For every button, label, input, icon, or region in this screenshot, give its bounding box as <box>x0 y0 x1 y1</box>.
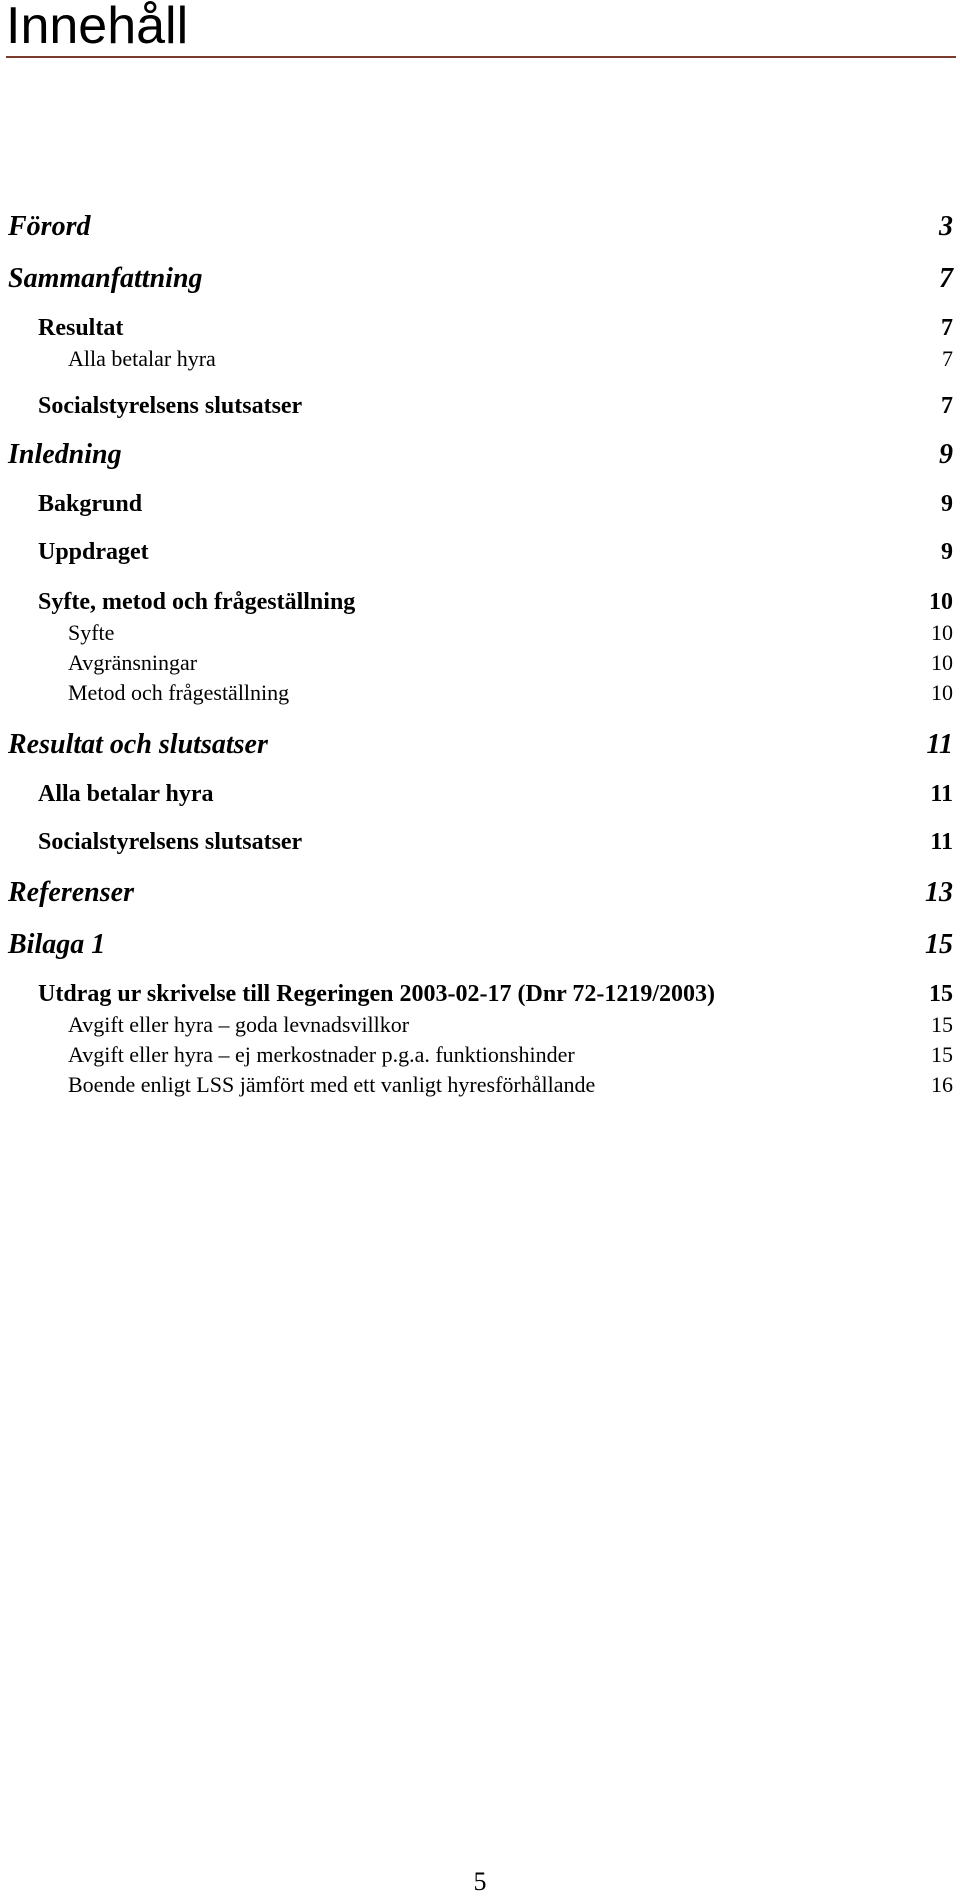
toc-entry-label: Boende enligt LSS jämfört med ett vanligt hyresförhållande <box>68 1072 596 1097</box>
toc-entry-label: Förord <box>8 211 91 242</box>
toc-entry[interactable] <box>68 680 953 706</box>
toc-entry-label: Sammanfattning <box>8 263 203 294</box>
toc-entry[interactable] <box>68 1072 953 1098</box>
toc-entry-label: Bilaga 1 <box>8 929 106 960</box>
toc-entry-page: 9 <box>941 539 953 565</box>
toc-entry-page: 10 <box>931 650 953 675</box>
toc-entry-page: 16 <box>931 1072 953 1097</box>
toc-entry[interactable] <box>68 620 953 646</box>
toc-entry[interactable] <box>38 780 953 808</box>
toc-entry-page: 10 <box>931 620 953 645</box>
toc-entry-page: 9 <box>939 439 953 470</box>
toc-entry-label: Avgift eller hyra – goda levnadsvillkor <box>68 1012 410 1037</box>
toc-entry-label: Syfte <box>68 620 115 645</box>
toc-entry[interactable] <box>38 314 953 342</box>
toc-entry-label: Socialstyrelsens slutsatser <box>38 829 303 855</box>
toc-entry[interactable] <box>68 346 953 372</box>
toc-entry[interactable] <box>8 878 953 908</box>
toc-entry-page: 7 <box>942 346 953 371</box>
toc-entry-label: Inledning <box>8 439 122 470</box>
toc-entry-page: 7 <box>939 263 953 294</box>
toc-entry-label: Metod och frågeställning <box>68 680 290 705</box>
toc-entry-page: 15 <box>925 929 953 960</box>
toc-entry-page: 11 <box>926 729 953 760</box>
toc-entry-label: Socialstyrelsens slutsatser <box>38 393 303 419</box>
toc-entry-label: Bakgrund <box>38 491 143 517</box>
toc-entry-label: Alla betalar hyra <box>68 346 216 371</box>
toc-entry-label: Utdrag ur skrivelse till Regeringen 2003-02-17 (Dnr 72-1219/2003) <box>38 981 716 1007</box>
toc-entry-page: 13 <box>925 877 953 908</box>
toc-entry-page: 15 <box>931 1042 953 1067</box>
toc-entry[interactable] <box>38 392 953 420</box>
toc-entry[interactable] <box>8 440 953 470</box>
toc-entry[interactable] <box>8 264 953 294</box>
toc-entry[interactable] <box>38 490 953 518</box>
toc-entry-page: 7 <box>941 393 953 419</box>
toc-entry-label: Alla betalar hyra <box>38 781 214 807</box>
toc-entry[interactable] <box>38 588 953 616</box>
toc-entry[interactable] <box>68 1012 953 1038</box>
toc-entry[interactable] <box>8 212 953 242</box>
toc-entry[interactable] <box>38 538 953 566</box>
toc-entry-label: Avgränsningar <box>68 650 198 675</box>
toc-entry-label: Referenser <box>8 877 134 908</box>
toc-entry-label: Avgift eller hyra – ej merkostnader p.g.a. funktionshinder <box>68 1042 575 1067</box>
toc-entry[interactable] <box>38 980 953 1008</box>
toc-entry-page: 3 <box>939 211 953 242</box>
toc-entry-page: 7 <box>941 315 953 341</box>
toc-entry-label: Syfte, metod och frågeställning <box>38 589 356 615</box>
toc-entry-page: 10 <box>931 680 953 705</box>
toc-entry-label: Resultat <box>38 315 124 341</box>
toc-entry-page: 10 <box>929 589 953 615</box>
toc-entry-page: 15 <box>931 1012 953 1037</box>
toc-entry-label: Uppdraget <box>38 539 149 565</box>
page-title: Innehåll <box>6 0 189 55</box>
toc-entry-label: Resultat och slutsatser <box>8 729 268 760</box>
toc-entry-page: 11 <box>930 829 953 855</box>
toc-entry[interactable] <box>68 1042 953 1068</box>
toc-entry[interactable] <box>8 930 953 960</box>
toc-entry[interactable] <box>8 730 953 760</box>
toc-entry-page: 15 <box>929 981 953 1007</box>
toc-entry-page: 11 <box>930 781 953 807</box>
page-number: 5 <box>473 1867 487 1896</box>
toc-entry[interactable] <box>68 650 953 676</box>
toc-entry-page: 9 <box>941 491 953 517</box>
toc-entry[interactable] <box>38 828 953 856</box>
